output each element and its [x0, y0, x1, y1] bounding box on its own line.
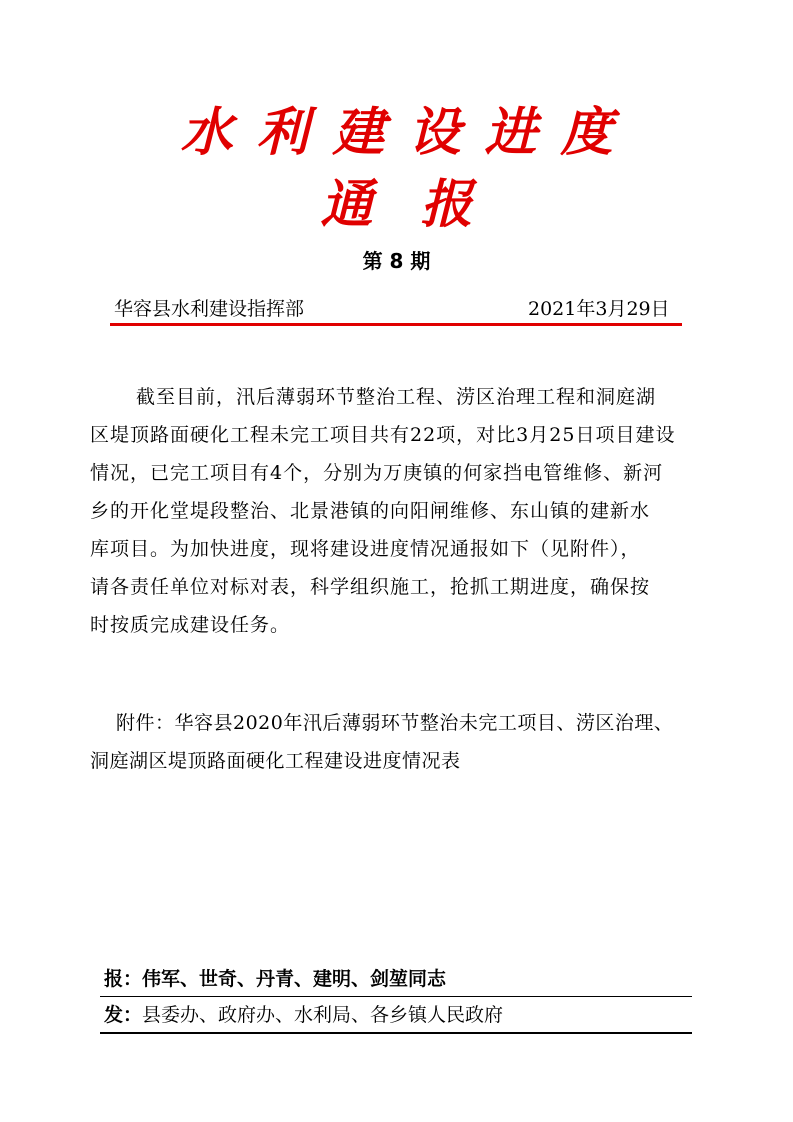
issuing-organization: 华容县水利建设指挥部: [114, 298, 305, 320]
body-line: 情况，已完工项目有4个，分别为万庚镇的何家挡电管维修、新河: [90, 462, 664, 484]
document-title: 水利建设进度: [180, 102, 637, 163]
send-recipients: 县委办、政府办、水利局、各乡镇人民政府: [142, 1004, 504, 1026]
body-line: 区堤顶路面硬化工程未完工项目共有22项，对比3月25日项目建设: [90, 424, 676, 446]
body-line: 乡的开化堂堤段整治、北景港镇的向阳闸维修、东山镇的建新水: [90, 500, 651, 522]
body-line: 库项目。为加快进度，现将建设进度情况通报如下（见附件），: [90, 538, 641, 560]
attachment-line: 洞庭湖区堤顶路面硬化工程建设进度情况表: [90, 750, 461, 772]
red-header-rule: [110, 323, 682, 326]
attachment-note: [90, 704, 730, 780]
body-line: 截至目前，汛后薄弱环节整治工程、涝区治理工程和洞庭湖: [136, 386, 657, 408]
send-label: 发：: [104, 1004, 143, 1026]
report-to-line: [104, 966, 446, 992]
body-line: 时按质完成建设任务。: [90, 614, 291, 636]
issue-number: 第 8 期: [362, 249, 431, 273]
send-to-line: [104, 1002, 503, 1028]
attachment-line: 附件：华容县2020年汛后薄弱环节整治未完工项目、涝区治理、: [116, 712, 674, 734]
report-recipients: 伟军、世奇、丹青、建明、剑堃同志: [142, 968, 447, 990]
distribution-rule-top: [100, 996, 692, 997]
issue-date: 2021年3月29日: [528, 298, 670, 320]
report-label: 报：: [104, 968, 143, 990]
distribution-rule-bottom: [100, 1032, 692, 1034]
body-line: 请各责任单位对标对表，科学组织施工，抢抓工期进度，确保按: [90, 576, 651, 598]
document-title-line2: 通报: [320, 174, 521, 235]
body-paragraph: [90, 378, 710, 644]
